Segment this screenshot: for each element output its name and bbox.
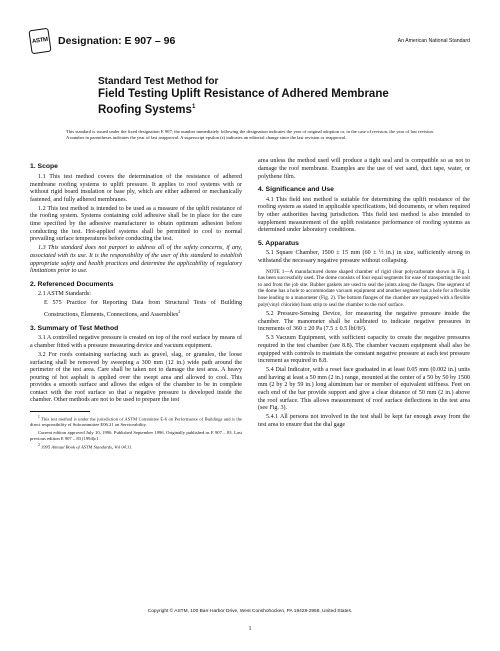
page-number: 1	[248, 626, 252, 632]
para-1-3: 1.3 This standard does not purport to address all of the safety concerns, if any, associated with its use. It is the responsibility of the user of this standard to establish appropriate safety and health practices and determine the applicability of regulatory limitations prior to use.	[30, 245, 242, 275]
note-1: NOTE 1—A manufactured dome shaped chamber of rigid clear polycarbonate shown in Fig. 1 has been successfully used. The dome consists of four equal segments for ease of transporting the unit to and from the job site. Rubber gaskets are used to seal the joints along the flanges. One segment of the dome has a hole to accommodate vacuum equipment and another segment has a hole for a flexible hose leading to a manometer (Fig. 2). The bottom flanges of the chamber are equipped with a flexible poly(vinyl chloride) foam strip to seal the chamber to the roof surface.	[258, 268, 470, 308]
left-column	[30, 158, 242, 451]
para-3-1: 3.1 A controlled negative pressure is created on top of the roof surface by means of a chamber fitted with a pressure measuring device and vacuum equipment.	[30, 335, 242, 349]
title-line-2: Field Testing Uplift Resistance of Adhered Membrane	[98, 88, 389, 100]
copyright-footer: Copyright © ASTM, 100 Barr Harbor Drive, West Conshohocken, PA 19428-2959, United States.	[147, 609, 353, 614]
footnote-1-text: This test method is under the jurisdiction of ASTM Committee E-6 on Performance of Buildings and is the direct responsibility of Subcommittee E06.21 on Serviceability.	[30, 416, 242, 428]
reference-e575-text: E 575 Practice for Reporting Data from Structural Tests of Building Constructions, Elements, Connections, and Assemblies	[44, 300, 242, 319]
title-line-3	[98, 101, 470, 117]
footnote-1b: Current edition approved July 10, 1996. Published September 1996. Originally published as E 907 – 83. Last previous edition E 907 – 83 (1994)ε1.	[30, 429, 242, 441]
para-2-1: 2.1 ASTM Standards:	[38, 291, 91, 298]
para-3-2: 3.2 For roofs containing surfacing such as gravel, slag, or granules, the loose surfacing shall be removed by sweeping a 300 mm (12 in.) wide path around the perimeter of the test area. Care shall be taken not to damage the test area. A heavy pouring of hot asphalt is applied over the swept area and allowed to cool. This provides a smooth surface and allows the edges of the chamber to be in complete contact with the roof surface so that a negative pressure is developed inside the chamber. Other methods are not to be used to prepare the test	[30, 351, 242, 404]
footnote-2	[30, 443, 242, 450]
designation: Designation: E 907 – 96	[58, 35, 176, 47]
apparatus-heading: 5. Apparatus	[258, 239, 299, 247]
title-block	[98, 76, 470, 117]
para-3-2-continued: area unless the method used will produce a tight seal and is compatible so as not to damage the roof membrane. Examples are the use of wet sand, duct tape, water, or polythene film.	[258, 158, 470, 180]
significance-heading: 4. Significance and Use	[258, 186, 334, 194]
page-header	[30, 28, 470, 54]
right-column	[258, 158, 470, 451]
referenced-documents-heading: 2. Referenced Documents	[30, 280, 114, 288]
para-5-4-1: 5.4.1 All persons not involved in the test shall be kept far enough away from the test area to ensure that the dial gage	[258, 414, 470, 428]
para-5-1: 5.1 Square Chamber, 1500 ± 15 mm (60 ± ½ in.) in size, sufficiently strong to withstand the necessary negative pressure without collapsing.	[258, 250, 470, 264]
footnote-1-mark: 1	[38, 415, 40, 420]
footnote-1	[30, 415, 242, 428]
body-columns	[30, 158, 470, 451]
summary-heading: 3. Summary of Test Method	[30, 324, 119, 332]
para-4-1: 4.1 This field test method is suitable for determining the uplift resistance of the roofing system as stated in applicable specifications, bid documents, or when required by other authorities having jurisdiction. This field test method is also intended to supplement measurement of the uplift resistance performance of roofing systems as determined under laboratory conditions.	[258, 196, 470, 234]
para-5-2: 5.2 Pressure-Sensing Device, for measuring the negative pressure inside the chamber. The manometer shall be calibrated to indicate negative pressures in increments of 360 ± 20 Pa (7.5 ± 0.5 lbf/ft²).	[258, 311, 470, 333]
scope-heading: 1. Scope	[30, 163, 58, 171]
para-5-3: 5.3 Vacuum Equipment, with sufficient capacity to create the negative pressures required in the test chamber (see 8.8). The chamber vacuum equipment shall also be equipped with controls to maintain the constant negative pressure at each test pressure increment as required in 8.8.	[258, 335, 470, 365]
title-line-3-text: Roofing Systems	[98, 103, 192, 116]
footnote-2-mark: 2	[38, 442, 40, 447]
issue-note: This standard is issued under the fixed designation E 907; the number immediately following the designation indicates the year of original adoption or, in the case of revision, the year of last revision. A number in parentheses indicates the year of last reapproval. A superscript epsilon (ε) indicates an editorial change since the last revision or reapproval.	[66, 128, 434, 140]
footnote-divider	[30, 411, 90, 412]
para-5-4: 5.4 Dial Indicator, with a reset face graduated in at least 0.05 mm (0.002 in.) units and having at least a 50 mm (2 in.) range, mounted at the center of a 50 by 50 by 1500 mm (2 by 2 by 59 in.) long aluminum bar or member of equivalent stiffness. Feet on each end of the bar provide support and give a clear distance of 50 mm (2 in.) above the roof surface. This allows measurement of roof surface deflections in the test area (see Fig. 3).	[258, 367, 470, 412]
ans-label: An American National Standard	[397, 38, 470, 44]
title-footnote-mark: 1	[191, 104, 196, 110]
reference-e575	[30, 300, 242, 319]
footnote-2-text: 1995 Annual Book of ASTM Standards, Vol 04.11.	[40, 444, 133, 450]
title-line-1: Standard Test Method for	[98, 76, 219, 87]
para-1-2: 1.2 This test method is intended to be used as a measure of the uplift resistance of the roofing system. Systems containing cold adhesive shall be in place for the cure time specified by the adhesive manufacturer to obtain optimum adhesion before conducting the test. Hot-applied systems shall be permitted to cool to normal prevailing surface temperatures before conducting the test.	[30, 205, 242, 243]
astm-logo: ASTM	[28, 28, 51, 55]
para-1-1: 1.1 This test method covers the determination of the resistance of adhered membrane roofing systems to uplift pressure. It applies to roof systems with or without rigid board insulation or base ply, which are either adhered or mechanically fastened, and fully adhered membranes.	[30, 174, 242, 203]
reference-footnote-mark: 2	[178, 309, 181, 315]
